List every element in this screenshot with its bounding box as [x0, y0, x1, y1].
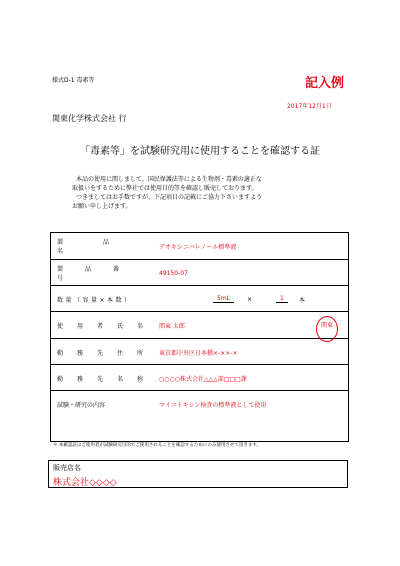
- product-label: 製品名: [57, 239, 150, 255]
- form-row-address: [51, 338, 348, 365]
- form-row-product: [51, 233, 348, 259]
- address-value[interactable]: 東京都中央区日本橋×-××-×: [159, 349, 238, 357]
- product-value[interactable]: デオキシニバレノール標準液: [159, 243, 237, 251]
- quantity-count[interactable]: [276, 286, 288, 312]
- name-seal-stamp: 関東: [316, 316, 338, 342]
- form-row-number: [51, 259, 348, 286]
- form-row-purpose: [51, 390, 348, 441]
- quantity-volume-value: 5mL: [213, 295, 234, 303]
- seller-box: [48, 460, 348, 488]
- quantity-unit: 本: [299, 296, 306, 304]
- intro-line: お願い申し上げます。: [72, 203, 132, 210]
- form-row-quantity: [51, 285, 348, 312]
- intro-line: つきましてはお手数ですが、下記項目の記載にご協力下さいますよう: [76, 194, 263, 201]
- quantity-times: ×: [247, 295, 253, 303]
- user-value[interactable]: 関東 太郎: [159, 323, 185, 330]
- form-row-employer: [51, 364, 348, 391]
- intro-line: 本品の使用に関しまして、国民保護法等による生物剤・毒素の適正な: [76, 176, 262, 183]
- number-label: 製品番号: [57, 266, 142, 282]
- footnote: ＊ 本確認証はご使用者が試験研究目的でご使用されることを確認するためにのみ使用させて頂きます。: [53, 443, 262, 448]
- purpose-label: 試験・研究の内容: [57, 401, 106, 409]
- quantity-volume[interactable]: [213, 286, 234, 312]
- address-label: 勤務先住所: [57, 349, 158, 357]
- confirmation-form-table: [50, 232, 349, 442]
- quantity-label: 数量（容量×本数）: [57, 296, 133, 304]
- number-value[interactable]: 49150-07: [159, 269, 188, 277]
- seller-name[interactable]: 株式会社◇◇◇◇: [53, 478, 117, 488]
- quantity-count-value: 1: [276, 295, 288, 303]
- addressee: 関東化学株式会社 行: [52, 114, 127, 123]
- example-label: 記入例: [305, 76, 345, 91]
- user-label: 使用者氏名: [57, 323, 158, 330]
- form-row-user: [51, 311, 348, 339]
- document-title: 「毒素等」を試験研究用に使用することを確認する証: [80, 146, 320, 157]
- document-date: 2017年12月1日: [287, 103, 332, 110]
- intro-line: 取扱いをするために弊社では使用目的等を確認し販売しております。: [72, 185, 258, 192]
- seller-label: 販売店名: [53, 464, 81, 472]
- form-code: 様式D-1 毒素等: [52, 77, 95, 84]
- purpose-value[interactable]: マイコトキシン検査の標準液として使用: [159, 401, 267, 409]
- employer-label: 勤務先名称: [57, 375, 158, 383]
- employer-value[interactable]: ○○○○株式会社△△△部□□□課: [159, 375, 247, 383]
